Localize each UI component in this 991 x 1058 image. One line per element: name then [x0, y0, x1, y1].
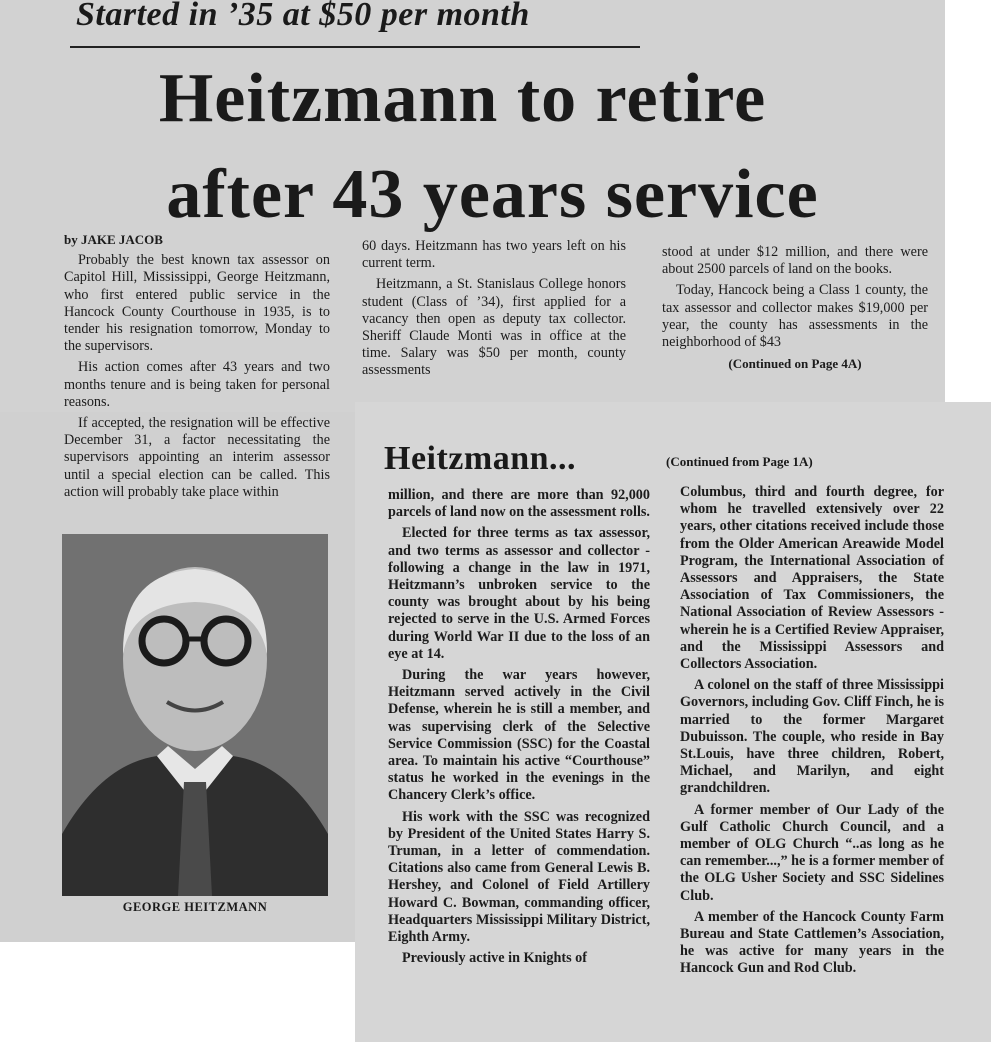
byline: by JAKE JACOB	[64, 232, 163, 247]
article-column-2	[362, 238, 626, 380]
paragraph: Columbus, third and fourth degree, for whom he travelled extensively over 22 years, other citations received include those from the Older American Areawide Model Program, the International Association of Assessors and Appraisers, the State Association of Tax Commissioners, the National Association of Review Assessors - wherein he is a Certified Review Appraiser, and the Mississippi Assessors and Collectors Association.	[680, 484, 944, 673]
paragraph: stood at under $12 million, and there were about 2500 parcels of land on the books.	[662, 244, 928, 278]
headline-line-1: Heitzmann to retire	[158, 60, 767, 137]
paragraph: Previously active in Knights of	[402, 950, 587, 967]
continuation-column-1	[388, 487, 650, 967]
portrait-photo	[62, 534, 328, 896]
continued-on-note: (Continued on Page 4A)	[728, 356, 862, 372]
paragraph: Elected for three terms as tax assessor, and two terms as assessor and collector - following a change in the law in 1971, Heitzmann’s unbroken service to the county was brought about by his being rejected to serve in the U.S. Armed Forces during World War II due to the loss of an eye at 14.	[388, 525, 650, 662]
paragraph: If accepted, the resignation will be effective December 31, a factor necessitating the supervisors appointing an interim assessor until a special election can be called. This action will probably take place within	[64, 415, 330, 500]
kicker-line	[70, 0, 640, 48]
kicker-text: Started in ’35 at $50 per month	[76, 0, 530, 33]
portrait-illustration	[62, 534, 328, 896]
headline-line-2: after 43 years service	[166, 156, 819, 233]
paragraph: million, and there are more than 92,000 parcels of land now on the assessment rolls.	[388, 487, 650, 521]
continued-from-note: (Continued from Page 1A)	[666, 454, 813, 469]
continuation-title: Heitzmann...	[384, 440, 577, 477]
photo-caption: GEORGE HEITZMANN	[122, 900, 268, 914]
paragraph: Today, Hancock being a Class 1 county, the tax assessor and collector makes $19,000 per year, the county has assessments in the neighborhood of $43	[662, 282, 928, 351]
paragraph: During the war years however, Heitzmann served actively in the Civil Defense, wherein he is still a member, and was supervising clerk of the Selective Service Commission (SSC) for the Coastal area. To maintain his active “Courthouse” status he worked in the evenings in the Chancery Clerk’s office.	[388, 667, 650, 804]
article-column-3	[662, 244, 928, 372]
paragraph: 60 days. Heitzmann has two years left on his current term.	[362, 238, 626, 272]
paragraph: His work with the SSC was recognized by President of the United States Harry S. Truman, in a letter of commendation. Citations also came from General Lewis B. Hershey, and Colonel of Field Artillery Howard C. Bowman, commanding officer, Headquarters Mississippi Military District, Eighth Army.	[388, 808, 650, 946]
paragraph: A member of the Hancock County Farm Bureau and State Cattlemen’s Association, he was active for many years in the Hancock Gun and Rod Club.	[680, 908, 944, 977]
paragraph: Heitzmann, a St. Stanislaus College honors student (Class of ’34), first applied for a vacancy then open as deputy tax collector. Sheriff Claude Monti was in office at the time. Salary was $50 per month, county assessments	[362, 276, 626, 379]
paragraph: His action comes after 43 years and two months tenure and is being taken for personal reasons.	[64, 359, 330, 410]
continuation-column-2	[680, 484, 944, 978]
paragraph: A colonel on the staff of three Mississippi Governors, including Gov. Cliff Finch, he is married to the former Margaret Dubuisson. The couple, who reside in Bay St.Louis, have three children, Robert, Michael, and Marilyn, and eight grandchildren.	[680, 677, 944, 797]
paragraph: Probably the best known tax assessor on Capitol Hill, Mississippi, George Heitzmann, who first entered public service in the Hancock County Courthouse in 1935, is to tender his resignation tomorrow, Monday to the supervisors.	[64, 252, 330, 355]
paragraph: A former member of Our Lady of the Gulf Catholic Church Council, and a member of OLG Church “..as long as he can remember...,” he is a former member of the OLG Usher Society and SSC Sidelines Club.	[680, 801, 944, 904]
article-column-1	[64, 231, 330, 501]
